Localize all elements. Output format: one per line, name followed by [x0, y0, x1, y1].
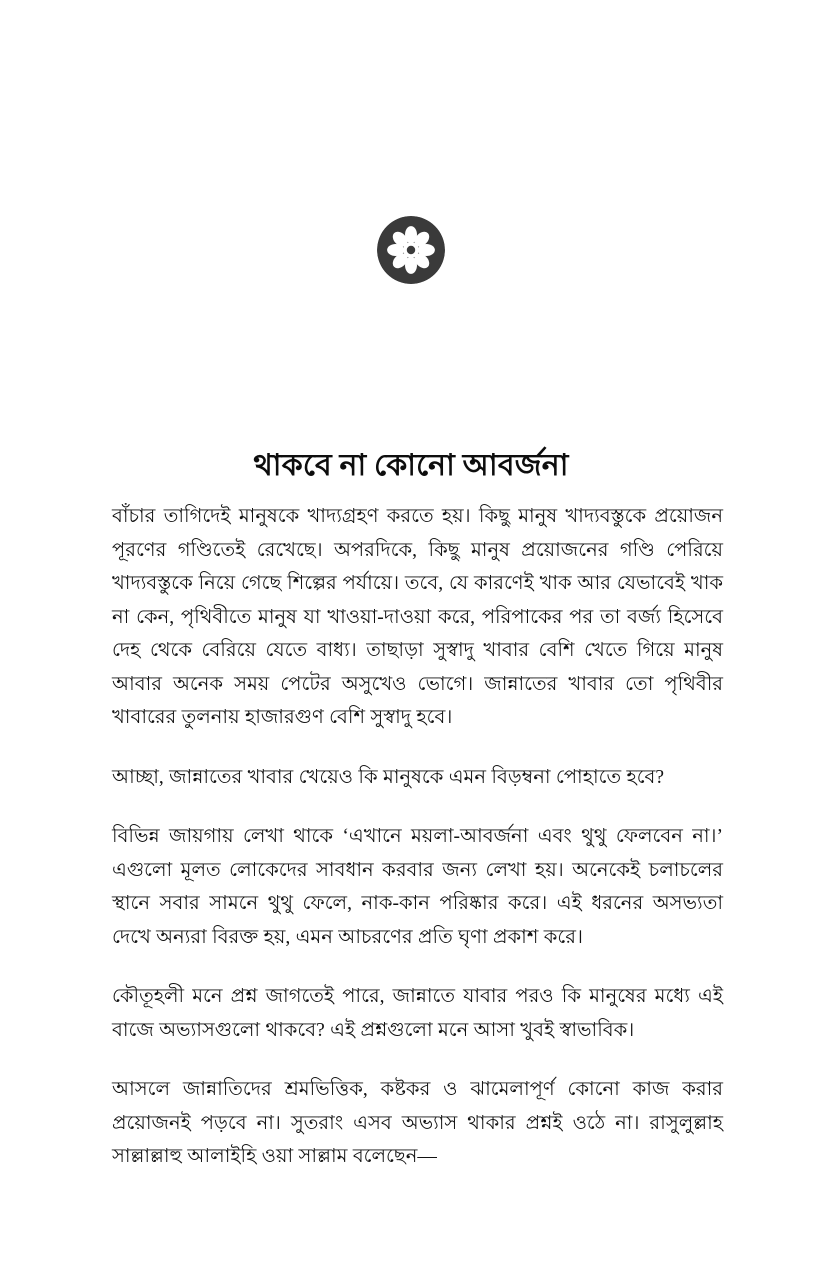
ornament-divider — [0, 216, 822, 284]
paragraph: আসলে জান্নাতিদের শ্রমভিত্তিক, কষ্টকর ও ঝামেলাপূর্ণ কোনো কাজ করার প্রয়োজনই পড়বে না। সুতরাং এসব অভ্যাস থাকার প্রশ্নই ওঠে না। রাসুলুল্লাহ সাল্লাল্লাহু আলাইহি ওয়া সাল্লাম বলেছেন— — [112, 1079, 723, 1167]
paragraph: বাঁচার তাগিদেই মানুষকে খাদ্যগ্রহণ করতে হয়। কিছু মানুষ খাদ্যবস্তুকে প্রয়োজন পূরণের গণ্ডিতেই রেখেছে। অপরদিকে, কিছু মানুষ প্রয়োজনের গণ্ডি পেরিয়ে খাদ্যবস্তুকে নিয়ে গেছে শিল্পের পর্যায়ে। তবে, যে কারণেই খাক আর যেভাবেই খাক না কেন, পৃথিবীতে মানুষ যা খাওয়া-দাওয়া করে, পরিপাকের পর তা বর্জ্য হিসেবে দেহ থেকে বেরিয়ে যেতে বাধ্য। তাছাড়া সুস্বাদু খাবার বেশি খেতে গিয়ে মানুষ আবার অনেক সময় পেটের অসুখেও ভোগে। জান্নাতের খাবার তো পৃথিবীর খাবারের তুলনায় হাজারগুণ বেশি সুস্বাদু হবে। — [112, 506, 723, 728]
paragraph: আচ্ছা, জান্নাতের খাবার খেয়েও কি মানুষকে এমন বিড়ম্বনা পোহাতে হবে? — [112, 766, 665, 788]
chapter-title: থাকবে না কোনো আবর্জনা — [253, 449, 569, 483]
paragraph: বিভিন্ন জায়গায় লেখা থাকে ‘এখানে ময়লা-আবর্জনা এবং থুথু ফেলবেন না।’ এগুলো মূলত লোকেদের সাবধান করবার জন্য লেখা হয়। অনেকেই চলাচলের স্থানে সবার সামনে থুথু ফেলে, নাক-কান পরিষ্কার করে। এই ধরনের অসভ্যতা দেখে অন্যরা বিরক্ত হয়, এমন আচরণের প্রতি ঘৃণা প্রকাশ করে। — [112, 826, 723, 948]
paragraph: কৌতূহলী মনে প্রশ্ন জাগতেই পারে, জান্নাতে যাবার পরও কি মানুষের মধ্যে এই বাজে অভ্যাসগুলো থাকবে? এই প্রশ্নগুলো মনে আসা খুবই স্বাভাবিক। — [112, 986, 723, 1041]
body-text — [112, 500, 723, 1174]
flower-rosette-ornament — [377, 216, 445, 284]
